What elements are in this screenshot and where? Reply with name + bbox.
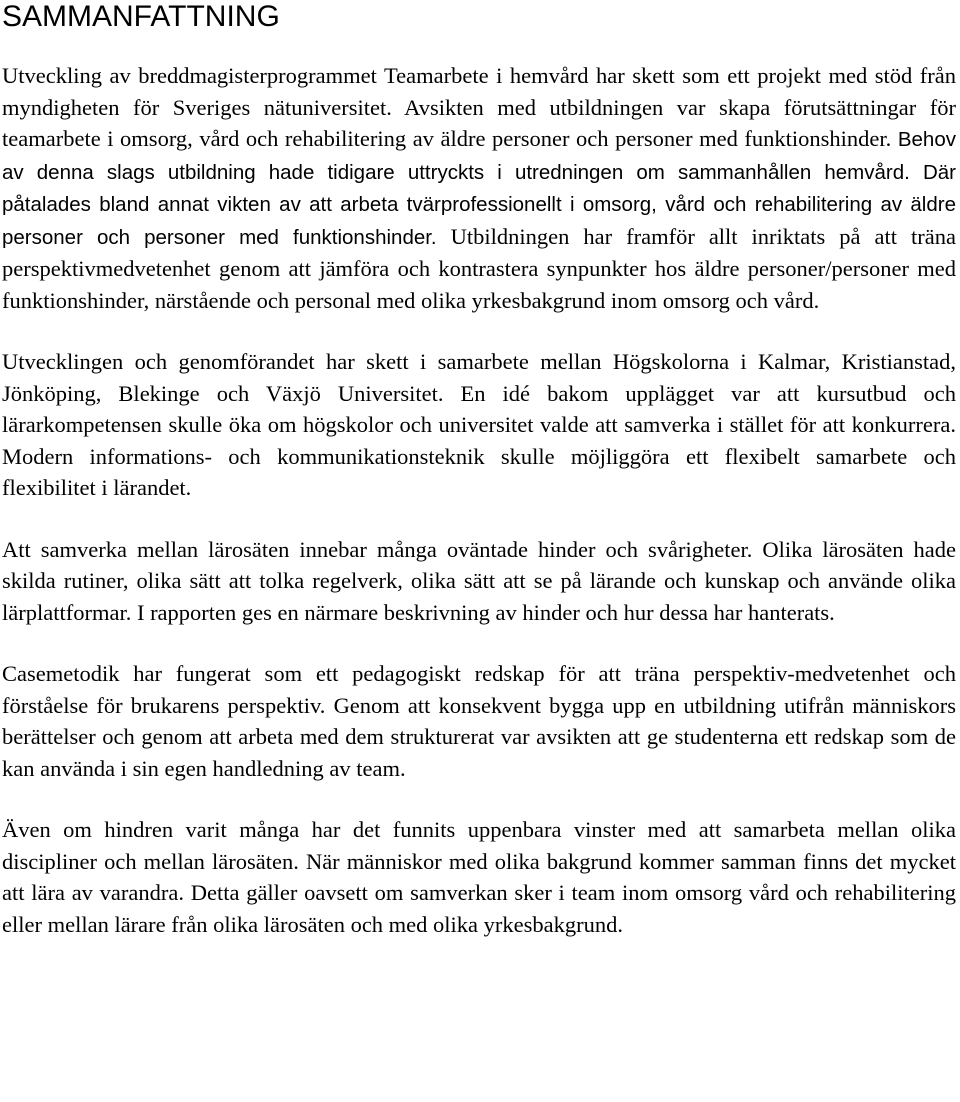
spacer — [2, 784, 956, 814]
spacer — [2, 316, 956, 346]
paragraph-3 — [2, 534, 956, 629]
spacer — [2, 628, 956, 658]
paragraph-1-text-end: Utbildningen har framför allt inriktats på att träna perspektivmedvetenhet genom att jämföra och kontrastera synpunkter hos äldre personer/personer med funktionshinder, närstående och personal med olika yrkesbakgrund inom omsorg och vård. — [2, 223, 956, 313]
spacer — [2, 504, 956, 534]
paragraph-5 — [2, 814, 956, 940]
paragraph-1-text-sans-a: Behov av denna slags utbildning hade tidigare uttryckts i utredningen om sammanhållen hemvård. — [2, 128, 956, 184]
paragraph-3-text: Att samverka mellan lärosäten innebar många oväntade hinder och svårigheter. Olika lärosäten hade skilda rutiner, olika sätt att tolka regelverk, olika sätt att se på lärande och kunskap och använde olika lärplattformar. I rapporten ges en närmare beskrivning av hinder och hur dessa har hanterats. — [2, 536, 956, 625]
spacer — [2, 40, 956, 60]
paragraph-4-text: Casemetodik har fungerat som ett pedagogiskt redskap för att träna perspektiv-medvetenhet och förståelse för brukarens perspektiv. Genom att konsekvent bygga upp en utbildning utifrån människors berättelser och genom att arbeta med dem strukturerat var avsikten att ge studenterna ett redskap som de kan använda i sin egen handledning av team. — [2, 661, 956, 781]
paragraph-1-text: Utveckling av breddmagisterprogrammet Teamarbete i hemvård har skett som ett projekt med stöd från myndigheten för Sveriges nätuniversitet. Avsikten med utbildningen var skapa förutsättningar för teamarbete i omsorg, vård och rehabilitering av äldre personer och personer med funktionshinder. — [2, 63, 956, 151]
paragraph-5-text: Även om hindren varit många har det funnits uppenbara vinster med att samarbeta mellan olika discipliner och mellan lärosäten. När människor med olika bakgrund kommer samman finns det mycket att lära av varandra. Detta gäller oavsett om samverkan sker i team inom omsorg vård och rehabilitering eller mellan lärare från olika lärosäten och med olika yrkesbakgrund. — [2, 817, 956, 937]
paragraph-4 — [2, 658, 956, 784]
paragraph-1-text-sans-b: Där påtalades bland annat vikten av att arbeta tvärprofessionellt i omsorg, vård och rehabilitering av äldre personer och personer med funktionshinder. — [2, 160, 956, 249]
paragraph-2 — [2, 346, 956, 504]
paragraph-2-text: Utvecklingen och genomförandet har skett i samarbete mellan Högskolorna i Kalmar, Kristianstad, Jönköping, Blekinge och Växjö Universitet. En idé bakom upplägget var att kursutbud och lärarkompetensen skulle öka om högskolor och universitet valde att samverka i stället för att konkurrera. Modern informations- och kommunikationsteknik skulle möjliggöra ett flexibelt samarbete och flexibilitet i lärandet. — [2, 349, 956, 500]
paragraph-1 — [2, 60, 956, 316]
section-heading: SAMMANFATTNING — [2, 0, 280, 33]
